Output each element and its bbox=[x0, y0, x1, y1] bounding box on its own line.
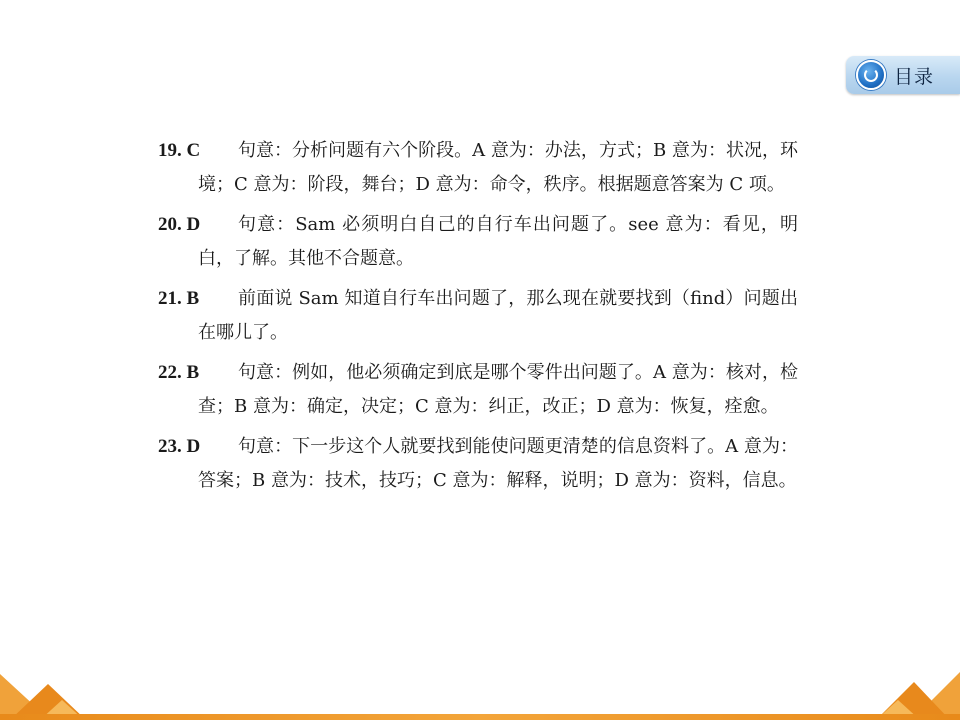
answer-item-19 bbox=[158, 134, 798, 202]
bottom-bar bbox=[0, 714, 960, 720]
answer-text: 句意：分析问题有六个阶段。A 意为：办法，方式；B 意为：状况，环境；C 意为：阶段，舞台；D 意为：命令，秩序。根据题意答案为 C 项。 bbox=[198, 140, 798, 195]
corner-decoration-right bbox=[860, 664, 960, 720]
answer-item-23 bbox=[158, 430, 798, 498]
answer-text: 句意：下一步这个人就要找到能使问题更清楚的信息资料了。A 意为：答案；B 意为：技术，技巧；C 意为：解释，说明；D 意为：资料，信息。 bbox=[198, 436, 798, 491]
answer-text: 前面说 Sam 知道自行车出问题了，那么现在就要找到（find）问题出在哪儿了。 bbox=[198, 288, 798, 343]
answer-number: 22. B bbox=[158, 362, 200, 383]
answer-number: 19. C bbox=[158, 140, 201, 161]
answer-item-22 bbox=[158, 356, 798, 424]
toc-button[interactable] bbox=[846, 56, 960, 94]
answer-explanations bbox=[158, 134, 798, 498]
refresh-circle-icon bbox=[856, 60, 886, 90]
toc-label: 目录 bbox=[894, 65, 935, 88]
answer-item-21 bbox=[158, 282, 798, 350]
answer-number: 21. B bbox=[158, 288, 200, 309]
answer-text: 句意：例如，他必须确定到底是哪个零件出问题了。A 意为：核对，检查；B 意为：确定，决定；C 意为：纠正，改正；D 意为：恢复，痊愈。 bbox=[198, 362, 798, 417]
answer-number: 23. D bbox=[158, 436, 201, 457]
answer-item-20 bbox=[158, 208, 798, 276]
answer-text: 句意：Sam 必须明白自己的自行车出问题了。see 意为：看见，明白，了解。其他不合题意。 bbox=[198, 214, 798, 269]
answer-number: 20. D bbox=[158, 214, 201, 235]
corner-decoration-left bbox=[0, 664, 100, 720]
